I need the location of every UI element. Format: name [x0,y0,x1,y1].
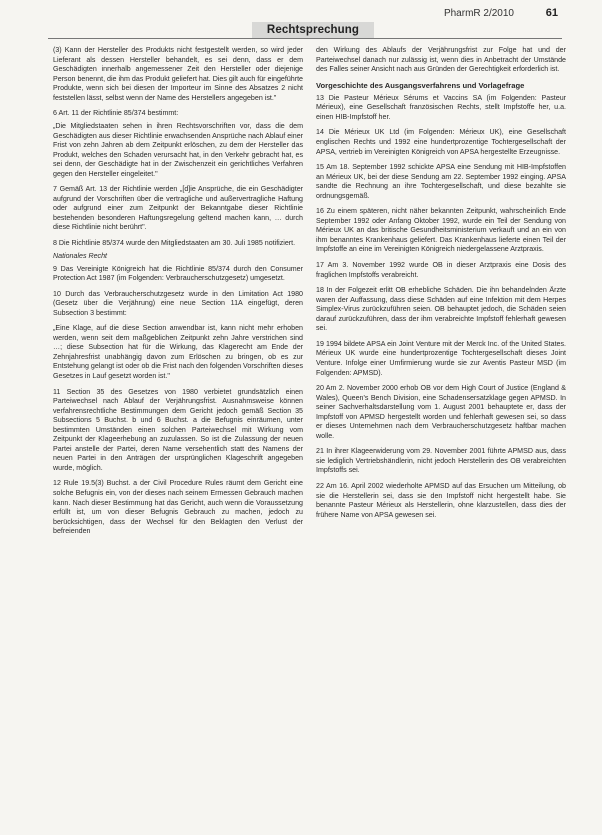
subheading: Nationales Recht [53,251,108,260]
paragraph: 7 Gemäß Art. 13 der Richtlinie werden „[d]ie Ansprüche, die ein Geschädigter aufgrund der Vorschriften über die vertragliche und außervertragliche Haftung oder aufgrund einer zum Zeitpunkt der Bekanntgabe dieser Richtlinie bestehenden besonderen Haftungsregelung geltend machen kann, … durch diese Richtlinie nicht berührt". [53,185,303,232]
paragraph: 20 Am 2. November 2000 erhob OB vor dem High Court of Justice (England & Wales), Queen's Bench Division, eine Schadensersatzklage gegen APMSD. In seiner Sachverhaltsdarstellung vom 1. August 2001 behauptete er, dass der Impfstoff von APMSD hergestellt worden und fehlerhaft gewesen sei, so dass er dieses Unternehmen nach dem Verbraucherschutzgesetz haftbar machen wolle. [316,384,566,440]
page-header [0,0,602,44]
paragraph: 21 In ihrer Klageerwiderung vom 29. November 2001 führte APMSD aus, dass sie lediglich Vertriebshändlerin, nicht jedoch Herstellerin des OB verabreichten Impfstoffs sei. [316,447,566,475]
paragraph: 11 Section 35 des Gesetzes von 1980 verbietet grundsätzlich einen Parteiwechsel nach Ablauf der Verjährungsfrist. Ausnahmsweise können verfahrensrechtliche Bestimmungen dem Gericht jedoch gemäß Section 35 Subsections 5 Buchst. b und 6 Buchst. a die Befugnis einräumen, unter bestimmten Umständen einen solchen Parteiwechsel mit Wirkung vom Zeitpunkt der Klageerhebung an zuzulassen. So ist die Zulassung der neuen Partei anstelle der Partei, deren Name versehentlich statt des Namens der neuen Partei in den Anträgen der ursprünglichen Klageschrift angegeben wurde, möglich. [53,387,303,472]
paragraph: (3) Kann der Hersteller des Produkts nicht festgestellt werden, so wird jeder Lieferant als dessen Hersteller behandelt, es sei denn, dass er dem Geschädigten innerhalb angemessener Zeit den Hersteller oder diejenige Person benennt, die ihm das Produkt geliefert hat. Dies gilt auch für eingeführte Produkte, wenn sich bei diesen der Importeur im Sinne des Absatzes 2 nicht feststellen lässt, selbst wenn der Name des Herstellers angegeben ist." [53,46,304,102]
subheading: Vorgeschichte des Ausgangsverfahrens und Vorlagefrage [316,80,525,90]
paragraph: 15 Am 18. September 1992 schickte APSA eine Sendung mit HIB-Impfstoffen an Mérieux UK, bei der diese Sendung am 22. September 1992 einging. APSA sandte die Rechnung an ihre Tochtergesellschaft, und diese bezahlte sie ordnungsgemäß. [316,163,566,200]
left-column [53,46,303,540]
right-column [316,46,566,523]
paragraph: „Eine Klage, auf die diese Section anwendbar ist, kann nicht mehr erhoben werden, wenn seit dem maßgeblichen Zeitpunkt zehn Jahre verstrichen sind …; diese Subsection hat für die Wirkung, das Klagerecht am Ende der Zehnjahresfrist unabhängig davon zum Erlöschen zu bringen, ob es zur Entstehung gelangt ist oder ob die Frist nach den folgenden Vorschriften dieses Gesetzes in Lauf gesetzt worden ist." [53,324,303,380]
paragraph: „Die Mitgliedstaaten sehen in ihren Rechtsvorschriften vor, dass die dem Geschädigten aus dieser Richtlinie erwachsenden Ansprüche nach Ablauf einer Frist von zehn Jahren ab dem Zeitpunkt erlöschen, zu dem der Hersteller das Produkt, welches den Schaden verursacht hat, in den Verkehr gebracht hat, es sei denn, der Geschädigte hat in der Zwischenzeit ein gerichtliches Verfahren gegen den Hersteller eingeleitet." [53,122,303,178]
paragraph: 8 Die Richtlinie 85/374 wurde den Mitgliedstaaten am 30. Juli 1985 notifiziert. [53,239,296,248]
paragraph: 14 Die Mérieux UK Ltd (im Folgenden: Mérieux UK), eine Gesellschaft englischen Rechts und 1992 eine hundertprozentige Tochtergesellschaft der APSA, vertrieb im Vereinigten Königreich von APSA hergestellte Erzeugnisse. [316,128,566,156]
paragraph: 19 1994 bildete APSA ein Joint Venture mit der Merck Inc. of the United States. Mérieux UK wurde eine hundertprozentige Tochtergesellschaft dieses Joint Venture. Infolge einer Umfirmierung wurde sie zur Aventis Pasteur MSD (im Folgenden: APMSD). [316,339,566,377]
paragraph: 12 Rule 19.5(3) Buchst. a der Civil Procedure Rules räumt dem Gericht eine solche Befugnis ein, von der dieses nach seinem Ermessen Gebrauch machen kann. Nach dieser Bestimmung hat das Gericht, auch wenn die Voraussetzung erfüllt ist, um von dieser Befugnis Gebrauch zu machen, jedoch zu berücksichtigen, dass der Wechsel für den Beklagten den Verlust der befreienden [53,479,303,536]
paragraph: 9 Das Vereinigte Königreich hat die Richtlinie 85/374 durch den Consumer Protection Act 1987 (im Folgenden: Verbraucherschutzgesetz) umgesetzt. [53,264,303,283]
paragraph: 16 Zu einem späteren, nicht näher bekannten Zeitpunkt, wahrscheinlich Ende September 1992 oder Anfang Oktober 1992, wurde ein Teil der Sendung von Mérieux UK an das britische Gesundheitsministerium verkauft und an ein von ihm benanntes Krankenhaus geliefert. Das Krankenhaus lieferte einen Teil der Impfstoffe an eine im Vereinigten Königreich niedergelassene Arztpraxis. [316,207,566,254]
page-number: 61 [545,7,558,19]
paragraph: 17 Am 3. November 1992 wurde OB in dieser Arztpraxis eine Dosis des fraglichen Impfstoffs verabreicht. [316,261,566,279]
header-rule [48,38,562,39]
paragraph: 22 Am 16. April 2002 wiederholte APMSD auf das Ersuchen um Mitteilung, ob sie die Herstellerin sei, dass sie den Impfstoff nicht hergestellt habe. Sie benannte Pasteur Mérieux als Herstellerin, ohne klarzustellen, dass dies der frühere Name von APSA gewesen sei. [316,481,566,519]
section-title: Rechtsprechung [252,22,374,39]
paragraph: 10 Durch das Verbraucherschutzgesetz wurde in den Limitation Act 1980 (Gesetz über die Verjährung) eine neue Section 11A eingefügt, deren Subsection 3 bestimmt: [53,289,303,317]
paragraph: 6 Art. 11 der Richtlinie 85/374 bestimmt: [53,109,179,118]
paragraph: 13 Die Pasteur Mérieux Sérums et Vaccins SA (im Folgenden: Pasteur Mérieux), eine Gesellschaft französischen Rechts, stellt Impfstoffe her, u.a. einen HIB-Impfstoff her. [316,93,566,121]
paragraph: den Wirkung des Ablaufs der Verjährungsfrist zur Folge hat und der Parteiwechsel danach nur zulässig ist, wenn dies in Anbetracht der Umstände des Falles seiner Ansicht nach aus Gründen der Gerechtigkeit erforderlich ist. [316,46,566,74]
journal-name: PharmR 2/2010 [443,8,514,19]
paragraph: 18 In der Folgezeit erlitt OB erhebliche Schäden. Die ihn behandelnden Ärzte waren der Auffassung, dass diese Schäden auf eine Infektion mit dem Herpes Simplex-Virus zurückzuführen seien. OB behauptet jedoch, die Schäden seien darauf zurückzuführen, dass der ihm verabreichte Impfstoff fehlerhaft gewesen sei. [316,286,566,333]
